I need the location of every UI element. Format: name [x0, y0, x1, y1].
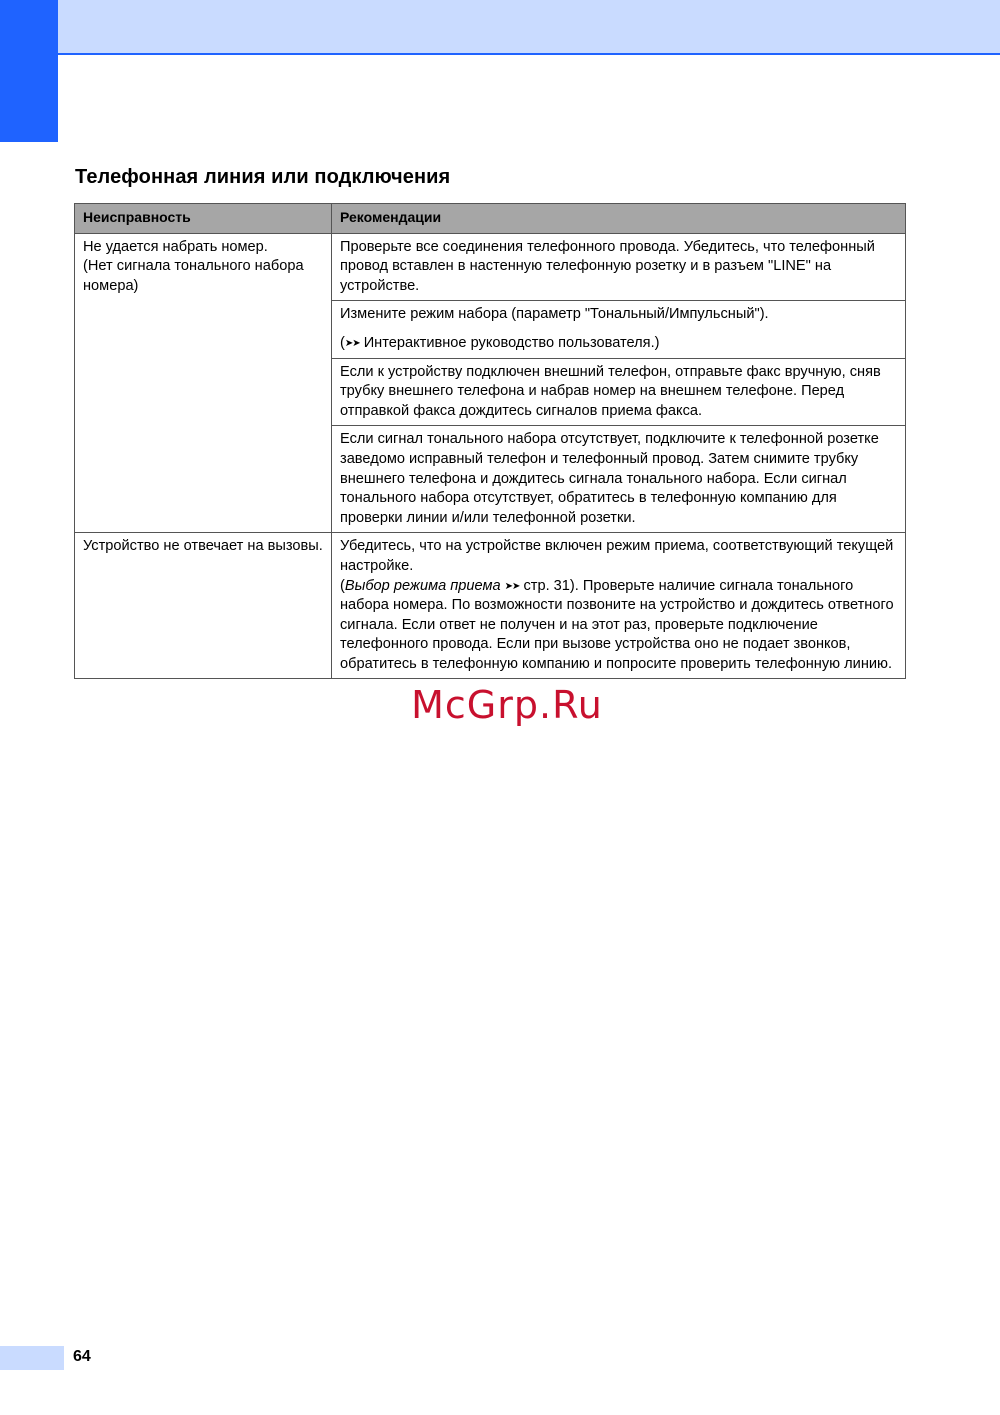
page-number: 64: [73, 1348, 91, 1365]
recommendation-cell: [332, 301, 906, 358]
recommendation-text: Если к устройству подключен внешний телефон, отправьте факс вручную, сняв трубку внешнего телефона и набрав номер на внешнем телефоне. Перед отправкой факса дождитесь сигналов приема факса.: [340, 363, 881, 419]
double-arrow-icon: ➤➤: [344, 337, 360, 349]
header-band: [0, 0, 1000, 55]
paren: (: [340, 577, 345, 594]
table-row: [75, 533, 906, 679]
recommendation-text: Если сигнал тонального набора отсутствует, подключите к телефонной розетке заведомо исправный телефон и телефонный провод. Затем снимите трубку внешнего телефона и дождитесь сигнала тонального набора. Если сигнал тонального набора отсутствует, обратитесь в телефонную компанию для проверки линии и/или телефонной розетки.: [340, 431, 879, 526]
recommendation-cell: [332, 358, 906, 426]
reference-line: [340, 334, 897, 354]
header-recommendations: Рекомендации: [332, 204, 906, 234]
chapter-tab: [0, 0, 58, 142]
header-problem: Неисправность: [75, 204, 332, 234]
double-arrow-icon: ➤➤: [504, 580, 520, 592]
problem-cell: [75, 233, 332, 533]
troubleshooting-table: [74, 203, 906, 679]
recommendation-text: Убедитесь, что на устройстве включен режим приема, соответствующий текущей настройке.: [340, 538, 894, 574]
paren: (: [340, 334, 345, 351]
table-header-row: [75, 204, 906, 234]
recommendation-cell: [332, 533, 906, 679]
recommendation-text-2: [340, 577, 897, 675]
recommendation-cell: [332, 233, 906, 301]
table-row: [75, 233, 906, 301]
cross-reference-link[interactable]: Выбор режима приема: [344, 577, 501, 594]
recommendation-text: Измените режим набора (параметр "Тональный/Импульсный").: [340, 306, 769, 323]
recommendation-rest: стр. 31). Проверьте наличие сигнала тонального набора номера. По возможности позвоните на устройство и дождитесь ответного сигнала. Если ответ не получен и на этот раз, проверьте подключение телефонного провода. Если при вызове устройства оно не подает звонков, обратитесь в телефонную компанию и попросите проверить телефонную линию.: [340, 577, 894, 672]
recommendation-cell: [332, 426, 906, 533]
reference-text: Интерактивное руководство пользователя.): [359, 334, 660, 351]
problem-cell: [75, 533, 332, 679]
recommendation-text: Проверьте все соединения телефонного провода. Убедитесь, что телефонный провод вставлен в настенную телефонную розетку и в разъем "LINE" на устройстве.: [340, 238, 875, 294]
problem-text: Не удается набрать номер.: [83, 238, 268, 255]
problem-note: (Нет сигнала тонального набора номера): [83, 258, 304, 294]
section-title: Телефонная линия или подключения: [75, 166, 451, 188]
watermark: McGrp.Ru: [411, 683, 603, 727]
footer-band: [0, 1346, 64, 1370]
problem-text: Устройство не отвечает на вызовы.: [83, 538, 323, 555]
